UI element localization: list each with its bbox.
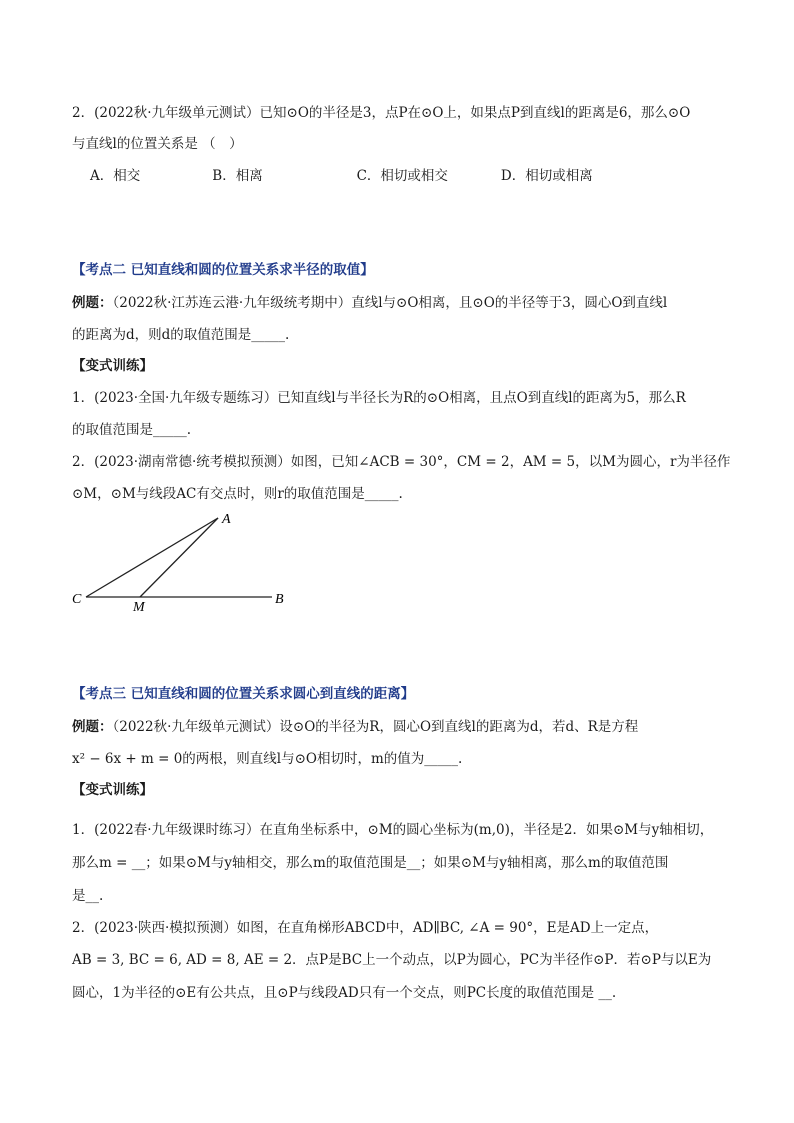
label-b: B	[275, 592, 284, 607]
section2-title: 【考点二 已知直线和圆的位置关系求半径的取值】	[72, 262, 374, 278]
section2-training-title: 【变式训练】	[72, 358, 153, 374]
q2-options	[90, 166, 593, 186]
section2-q2-line-1: 2．(2023·湖南常德·统考模拟预测）如图，已知∠ACB = 30°，CM = 2，AM = 5，以M为圆心，r为半径作	[72, 454, 731, 470]
section3-example-line-1	[72, 717, 732, 737]
section3-q2-line-3: 圆心，1为半径的⊙E有公共点，且⊙P与线段AD只有一个交点，则PC长度的取值范围是 __.	[72, 985, 617, 1001]
section2-q1-line-2: 的取值范围是_____.	[72, 422, 192, 438]
example-text: （2022秋·江苏连云港·九年级统考期中）直线l与⊙O相离，且⊙O的半径等于3，圆心O到直线l	[112, 295, 668, 311]
section3-q2-line-2: AB = 3, BC = 6, AD = 8, AE = 2．点P是BC上一个动点，以P为圆心，PC为半径作⊙P．若⊙P与以E为	[72, 952, 712, 968]
example-text: （2022秋·九年级单元测试）设⊙O的半径为R，圆心O到直线l的距离为d，若d、R是方程	[112, 719, 639, 735]
section3-training-title: 【变式训练】	[72, 782, 153, 798]
section2-example-line-2: 的距离为d，则d的取值范围是_____.	[72, 327, 290, 343]
label-a: A	[222, 512, 231, 527]
section3-q1-line-2: 那么m = __；如果⊙M与y轴相交，那么m的取值范围是__；如果⊙M与y轴相离，那么m的取值范围	[72, 855, 669, 871]
section2-example-line-1	[72, 293, 732, 313]
section3-example-line-2: x² − 6x + m = 0的两根，则直线l与⊙O相切时，m的值为_____.	[72, 751, 463, 767]
q2-line-2: 与直线l的位置关系是 （ ）	[72, 136, 243, 152]
section3-q1-line-1: 1．(2022春·九年级课时练习）在直角坐标系中，⊙M的圆心坐标为(m,0)，半径是2．如果⊙M与y轴相切，	[72, 822, 714, 838]
label-c: C	[72, 592, 82, 607]
section3-title: 【考点三 已知直线和圆的位置关系求圆心到直线的距离】	[72, 686, 415, 702]
option-b: B．相离	[212, 168, 263, 184]
label-m: M	[133, 600, 145, 615]
section3-q1-line-3: 是__.	[72, 888, 104, 904]
option-a: A．相交	[90, 168, 141, 184]
section3-q2-line-1: 2．(2023·陕西·模拟预测）如图，在直角梯形ABCD中，AD∥BC, ∠A = 90°，E是AD上一定点，	[72, 920, 659, 936]
option-d: D．相切或相离	[500, 168, 593, 184]
example-label: 例题：	[72, 295, 113, 311]
triangle-figure	[60, 500, 300, 620]
q2-line-1: 2．(2022秋·九年级单元测试）已知⊙O的半径是3，点P在⊙O上，如果点P到直线l的距离是6，那么⊙O	[72, 105, 691, 121]
section2-q2-line-2: ⊙M，⊙M与线段AC有交点时，则r的取值范围是_____.	[72, 486, 403, 502]
option-c: C．相切或相交	[356, 168, 448, 184]
example-label: 例题：	[72, 719, 113, 735]
section2-q1-line-1: 1．(2023·全国·九年级专题练习）已知直线l与半径长为R的⊙O相离，且点O到直线l的距离为5，那么R	[72, 390, 686, 406]
